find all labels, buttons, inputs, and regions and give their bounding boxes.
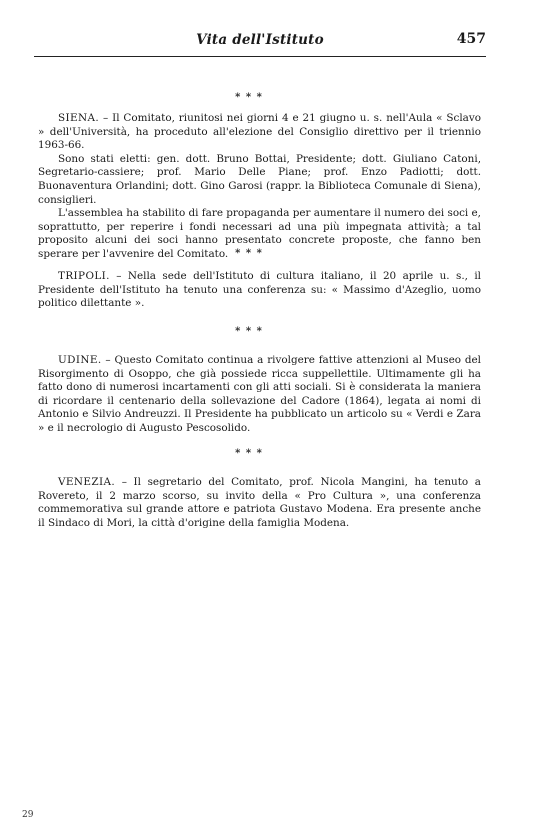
paragraph-text: Sono stati eletti: gen. dott. Bruno Bottai, Presidente; dott. Giuliano Catoni, Segretario-cassiere; prof. Mario Delle Piane; prof. Enzo Padiotti; dott. Buonaventura Orlandini; dott. Gino Garosi (rappr. la Biblioteca Comunale di Siena), consiglieri.	[38, 152, 481, 206]
section-place: VENEZIA.	[58, 476, 116, 488]
footer-mark: 29	[22, 810, 34, 820]
paragraph-text: – Il Comitato, riunitosi nei giorni 4 e 21 giugno u. s. nell'Aula « Sclavo » dell'Università, ha proceduto all'elezione del Consiglio direttivo per il triennio 1963-66.	[38, 112, 481, 152]
section-separator: * * *	[235, 326, 263, 337]
section-place: TRIPOLI.	[58, 270, 110, 282]
paragraph	[38, 153, 481, 207]
paragraph-text: L'assemblea ha stabilito di fare propaganda per aumentare il numero dei soci e, soprattutto, per reperire i fondi necessari ad una più impegnata attività; a tal proposito alcuni dei soci hanno presentato concrete proposte, che fanno ben sperare per l'avvenire del Comitato.	[38, 207, 481, 260]
paragraph	[38, 270, 481, 311]
paragraph-text: – Questo Comitato continua a rivolgere fattive attenzioni al Museo del Risorgimento di Osoppo, che già possiede ricca suppellettile. Ultimamente gli ha fatto dono di numerosi incartamenti con gli atti sociali. Si è considerata la maniera di ricordare il centenario della sollevazione del Cadore (1864), legata ai nomi di Antonio e Silvio Andreuzzi. Il Presidente ha pubblicato un articolo su « Verdi e Zara » e il necrologio di Augusto Pescosolido.	[38, 354, 481, 434]
section-siena	[38, 112, 481, 262]
section-separator: * * *	[235, 248, 263, 259]
paragraph	[38, 354, 481, 436]
running-header	[34, 30, 486, 52]
page-number: 457	[456, 31, 486, 47]
section-tripoli	[38, 270, 481, 311]
header-rule	[34, 56, 486, 57]
section-udine	[38, 354, 481, 436]
running-title: Vita dell'Istituto	[196, 32, 324, 48]
section-separator: * * *	[235, 448, 263, 459]
paragraph-text: – Il segretario del Comitato, prof. Nicola Mangini, ha tenuto a Rovereto, il 2 marzo scorso, su invito della « Pro Cultura », una conferenza commemorativa sul grande attore e patriota Gustavo Modena. Era presente anche il Sindaco di Mori, la città d'origine della famiglia Modena.	[38, 476, 481, 529]
section-place: UDINE.	[58, 354, 102, 366]
paragraph-text: – Nella sede dell'Istituto di cultura italiano, il 20 aprile u. s., il Presidente dell'Istituto ha tenuto una conferenza su: « Massimo d'Azeglio, uomo politico dilettante ».	[38, 270, 481, 310]
paragraph	[38, 112, 481, 153]
section-place: SIENA.	[58, 112, 100, 124]
section-venezia	[38, 476, 481, 530]
paragraph	[38, 476, 481, 530]
section-separator: * * *	[235, 92, 263, 103]
